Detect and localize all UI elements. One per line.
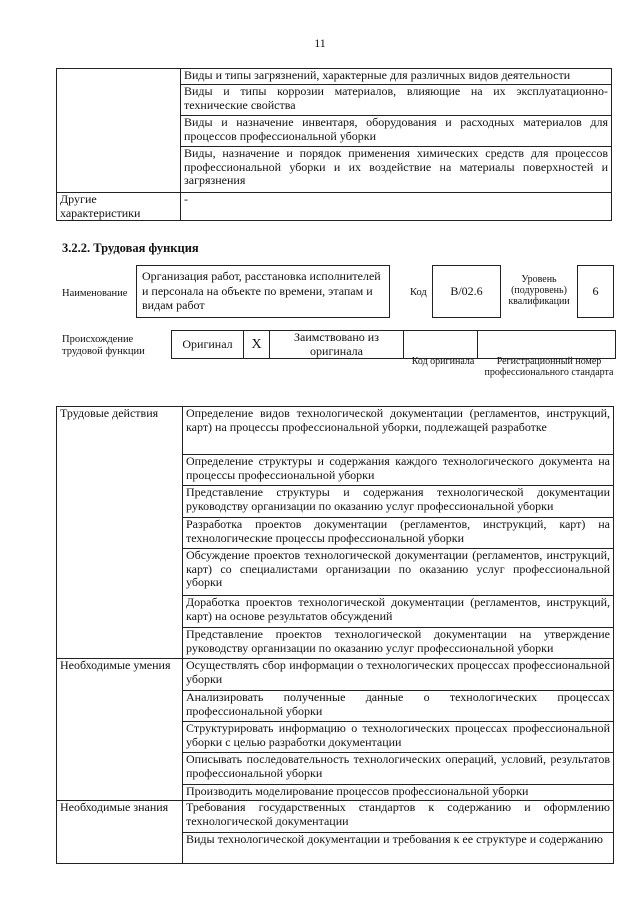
- origin-label: Происхождение трудовой функции: [62, 334, 145, 357]
- table-cell: Структурировать информацию о технологических процессах профессиональной уборки с целью разработки документации: [183, 722, 614, 753]
- row-label: Другие характеристики: [57, 193, 181, 221]
- table-cell: Осуществлять сбор информации о технологических процессах профессиональной уборки: [183, 659, 614, 691]
- table-cell: Определение видов технологической документации (регламентов, инструкций, карт) на процессы профессиональной уборки, подлежащей разработке: [183, 407, 614, 455]
- table-row: [57, 801, 614, 833]
- table-row: [57, 407, 614, 455]
- knowledge-continuation-table: [56, 68, 612, 221]
- table-row: [57, 193, 612, 221]
- name-label: Наименование: [62, 288, 128, 299]
- function-name-value: Организация работ, расстановка исполнителей и персонала на объекте по времени, этапам и видам работ: [142, 269, 381, 312]
- group-label-knowledge: Необходимые знания: [57, 801, 183, 864]
- regnum-caption: Регистрационный номер профессионального стандарта: [484, 356, 614, 378]
- table-cell: Виды и типы загрязнений, характерные для различных видов деятельности: [181, 69, 612, 85]
- page-number: 11: [314, 36, 326, 50]
- section-title: 3.2.2. Трудовая функция: [62, 241, 199, 255]
- table-cell: Анализировать полученные данные о технологических процессах профессиональной уборки: [183, 691, 614, 722]
- group-label-actions: Трудовые действия: [57, 407, 183, 659]
- original-code-cell: [404, 331, 478, 359]
- table-cell: Виды и назначение инвентаря, оборудования и расходных материалов для процессов профессиональной уборки: [181, 116, 612, 147]
- origin-table: [171, 330, 616, 359]
- table-cell: Виды, назначение и порядок применения химических средств для процессов профессиональной уборки и их воздействие на материалы поверхностей и загрязнения: [181, 147, 612, 193]
- table-cell: Разработка проектов документации (регламентов, инструкций, карт) на технологические процессы профессиональной уборки: [183, 518, 614, 549]
- level-value: 6: [592, 284, 599, 298]
- table-cell: Представление проектов технологической документации на утверждение руководству организации по оказанию услуг профессиональной уборки: [183, 628, 614, 659]
- level-label: Уровень (подуровень) квалификации: [508, 274, 570, 307]
- table-cell: Доработка проектов технологической документации (регламентов, инструкций, карт) на основе результатов обсуждений: [183, 596, 614, 628]
- code-caption: Код оригинала: [411, 356, 475, 367]
- row-label: [57, 69, 181, 193]
- table-row: [172, 331, 616, 359]
- original-check-mark: X: [244, 331, 270, 359]
- table-cell: Описывать последовательность технологических операций, условий, результатов профессиональной уборки: [183, 753, 614, 785]
- code-label: Код: [410, 287, 427, 298]
- main-table: [56, 406, 614, 864]
- original-label: Оригинал: [172, 331, 244, 359]
- code-value: B/02.6: [450, 284, 483, 298]
- table-cell: Определение структуры и содержания каждого технологического документа на процессы профессиональной уборки: [183, 455, 614, 486]
- table-cell: Виды технологической документации и требования к ее структуре и содержанию: [183, 833, 614, 864]
- table-cell: Производить моделирование процессов профессиональной уборки: [183, 785, 614, 801]
- regnum-cell: [478, 331, 616, 359]
- table-cell: Представление структуры и содержания технологической документации руководству организации по оказанию услуг профессиональной уборки: [183, 486, 614, 518]
- table-row: [57, 69, 612, 85]
- table-cell: Обсуждение проектов технологической документации (регламентов, инструкций, карт) со специалистами организации по оказанию услуг профессиональной уборки: [183, 549, 614, 596]
- table-cell: Требования государственных стандартов к содержанию и оформлению технологической документации: [183, 801, 614, 833]
- group-label-skills: Необходимые умения: [57, 659, 183, 801]
- table-cell: Виды и типы коррозии материалов, влияющие на их эксплуатационно-технические свойства: [181, 85, 612, 116]
- borrowed-label: Заимствовано из оригинала: [270, 331, 404, 359]
- table-cell: -: [181, 193, 612, 221]
- table-row: [57, 659, 614, 691]
